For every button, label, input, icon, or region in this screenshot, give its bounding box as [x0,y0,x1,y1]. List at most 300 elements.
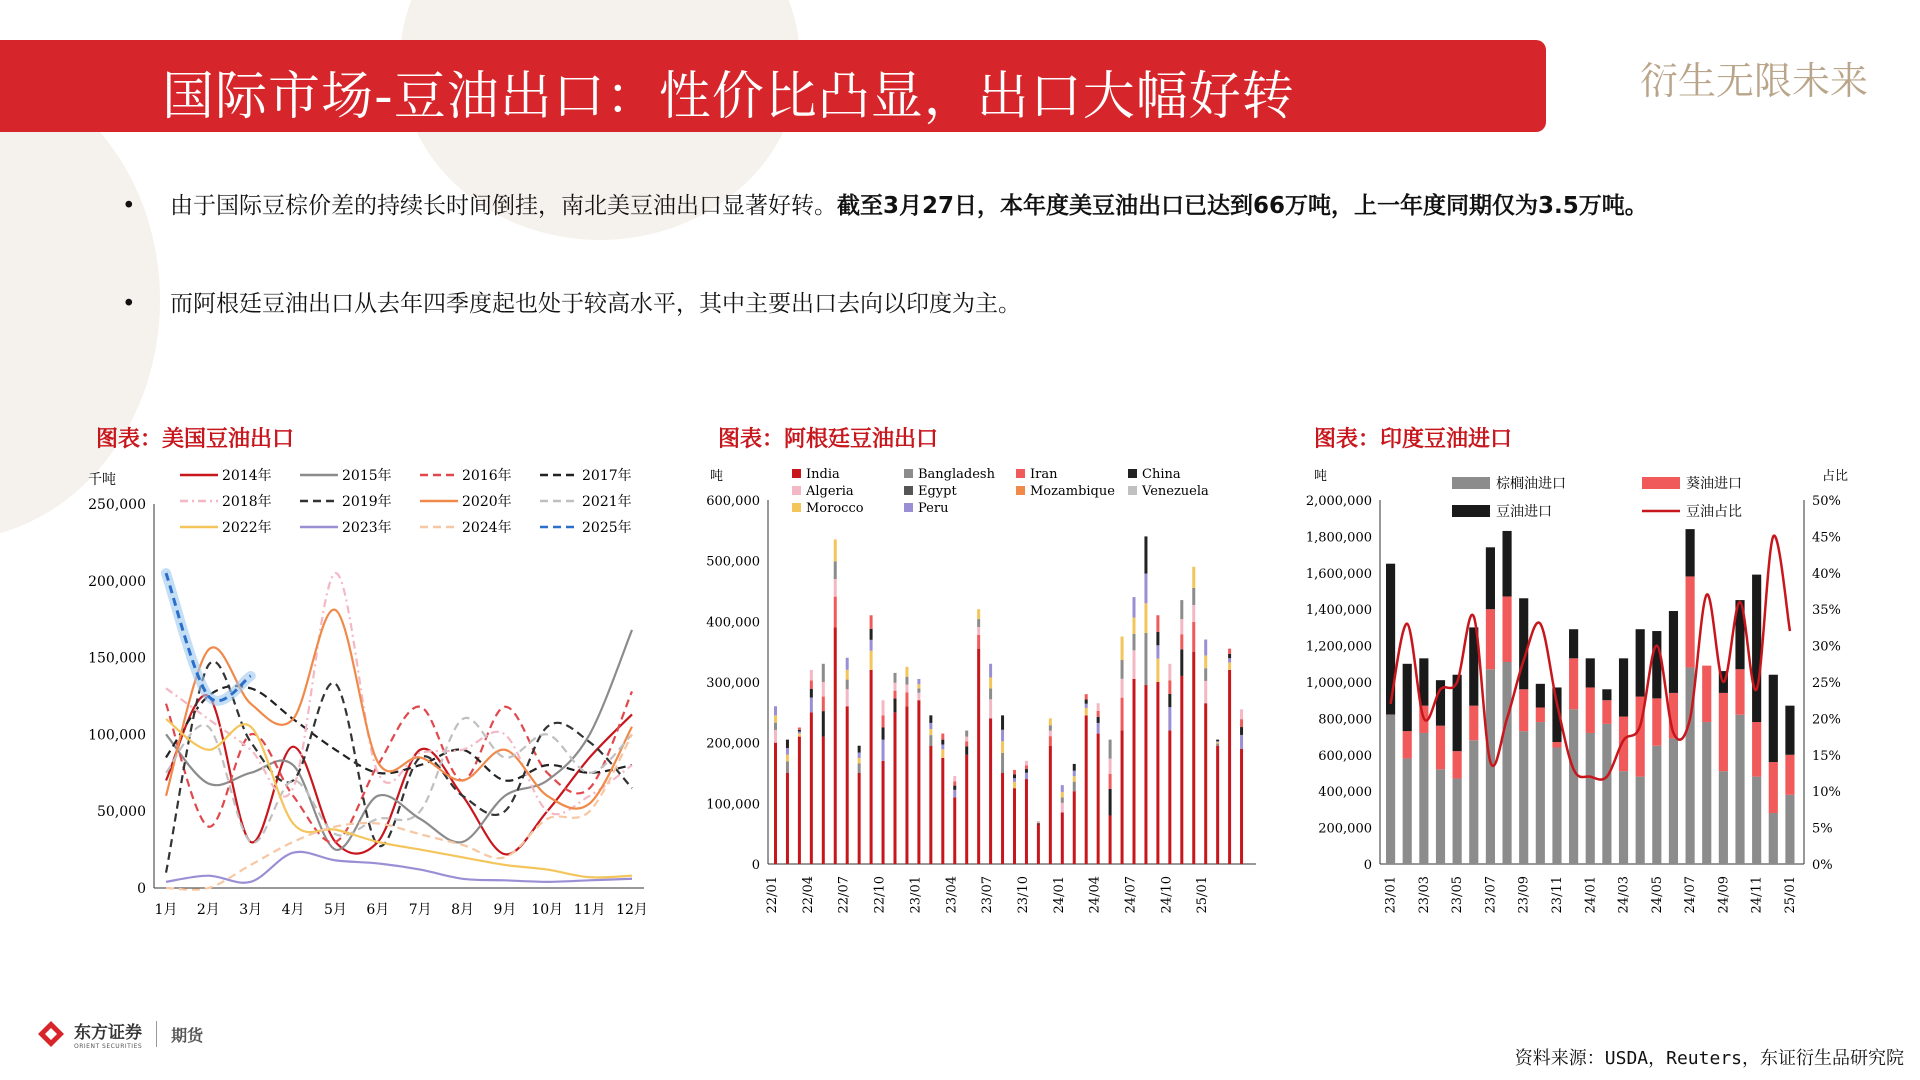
bar-segment-other [1109,740,1112,759]
bar-segment-other [1073,782,1076,792]
chart-india-soyoil-imports [1300,460,1860,930]
bar-segment-india [858,773,861,864]
bar-segment-other [882,728,885,740]
bullet-1-text: 由于国际豆棕价差的持续长时间倒挂，南北美豆油出口显著好转。 [170,193,837,219]
bar-segment-palm [1386,715,1395,864]
bar-segment-other [953,781,956,785]
bar-segment-india [1192,652,1195,864]
bar-segment-other [1025,773,1028,779]
x-tick-label: 4月 [281,902,305,918]
bar-segment-other [870,615,873,629]
bar-segment-other [1073,771,1076,776]
bar-segment-other [1156,632,1159,645]
bar-segment-other [798,728,801,730]
bar-segment-other [810,680,813,688]
logo-divider [156,1021,157,1047]
legend-label: Morocco [806,501,864,516]
bar-segment-other [774,730,777,743]
bar-segment-other [858,753,861,758]
bar-segment-india [1109,815,1112,864]
x-tick-label: 25/01 [1195,876,1211,914]
bullet-2 [122,284,1802,324]
chart-title-argentina: 图表：阿根廷豆油出口 [718,427,939,452]
bar-segment-other [870,629,873,640]
bar-segment-india [834,627,837,864]
x-tick-label: 22/04 [800,876,816,914]
y2-tick-label: 35% [1812,603,1841,619]
bar-segment-other [1001,730,1004,742]
bar-segment-other [1168,664,1171,681]
y-tick-label: 200,000 [1318,821,1372,837]
bar-segment-palm [1769,813,1778,864]
bar-segment-sunflower [1769,762,1778,813]
bar-segment-india [1073,791,1076,864]
y-axis-unit: 吨 [1314,469,1328,484]
x-tick-label: 24/07 [1123,876,1139,914]
bar-segment-other [1168,680,1171,693]
legend-label: 2021年 [582,494,632,510]
bar-segment-other [786,748,789,755]
bar-segment-other [894,699,897,713]
bar-segment-other [1049,725,1052,730]
legend-label: 2023年 [342,520,392,536]
bar-segment-other [941,740,944,745]
bar-segment-other [977,627,980,635]
bar-segment-other [1240,719,1243,727]
bar-segment-other [834,539,837,561]
bar-segment-other [1061,803,1064,813]
bar-segment-soy [1486,547,1495,609]
bar-segment-palm [1752,777,1761,864]
source-note: 资料来源：USDA，Reuters，东证衍生品研究院 [1514,1048,1904,1069]
bar-segment-other [989,677,992,688]
legend-label: Mozambique [1030,484,1115,499]
legend-label: 豆油进口 [1496,504,1552,520]
x-tick-label: 22/10 [872,876,888,914]
legend-swatch [1642,477,1680,489]
bar-segment-other [1144,633,1147,685]
bar-segment-other [786,761,789,773]
bar-segment-other [1061,792,1064,797]
legend-label: Iran [1030,467,1058,482]
x-tick-label: 7月 [408,902,432,918]
legend-label: 2014年 [222,468,272,484]
bar-segment-other [1133,597,1136,617]
bar-segment-other [905,692,908,706]
bar-segment-india [1168,731,1171,864]
bar-segment-other [989,664,992,678]
bar-segment-sunflower [1469,706,1478,741]
bar-segment-india [894,712,897,864]
bar-segment-other [810,689,813,697]
bar-segment-india [1144,685,1147,864]
bar-segment-other [953,786,956,790]
bar-segment-india [1240,749,1243,864]
bar-segment-india [977,649,980,864]
y-tick-label: 150,000 [88,650,146,667]
bar-segment-india [1013,788,1016,864]
bar-segment-other [882,740,885,761]
bar-segment-other [894,683,897,691]
series-highlight-2025 [166,573,251,701]
bar-segment-other [1180,600,1183,619]
logo-english: ORIENT SECURITIES [74,1043,143,1050]
x-tick-label: 2月 [196,902,220,918]
x-tick-label: 23/09 [1516,876,1532,914]
y2-tick-label: 15% [1812,748,1841,764]
y-tick-label: 300,000 [706,676,760,691]
bar-segment-other [1192,588,1195,605]
bar-segment-india [1121,731,1124,864]
bar-segment-india [1025,779,1028,864]
legend-label: 2025年 [582,520,632,536]
chart-title-us: 图表：美国豆油出口 [96,427,295,452]
bar-segment-india [1133,679,1136,864]
bar-segment-india [1001,773,1004,864]
legend-swatch [792,469,801,478]
y-tick-label: 0 [1363,858,1372,873]
bar-segment-soy [1785,706,1794,755]
bar-segment-other [1049,736,1052,746]
bar-segment-other [1037,822,1040,823]
bar-segment-india [1204,703,1207,864]
bar-segment-palm [1536,722,1545,864]
bar-segment-other [1228,658,1231,662]
chart-title-india: 图表：印度豆油进口 [1314,427,1513,452]
bar-segment-other [822,711,825,736]
bar-segment-other [1156,615,1159,632]
x-tick-label: 24/05 [1649,876,1665,914]
bar-segment-palm [1552,748,1561,864]
y-tick-label: 600,000 [706,494,760,509]
bar-segment-other [1133,650,1136,679]
y-tick-label: 1,000,000 [1305,676,1372,691]
y2-tick-label: 5% [1812,821,1833,837]
legend-label: Peru [918,501,949,516]
bar-segment-other [1180,619,1183,634]
x-tick-label: 8月 [451,902,475,918]
bar-segment-other [1156,659,1159,682]
bar-segment-india [870,670,873,864]
y-tick-label: 100,000 [706,797,760,813]
y-tick-label: 600,000 [1318,748,1372,764]
bar-segment-palm [1586,733,1595,864]
bar-segment-india [965,755,968,864]
y-tick-label: 800,000 [1318,712,1372,728]
bullet-dot: • [122,193,136,219]
bar-segment-other [965,731,968,737]
bar-segment-other [882,700,885,715]
bar-segment-other [929,715,932,723]
bar-segment-other [929,735,932,746]
x-tick-label: 24/07 [1683,876,1699,914]
x-tick-label: 25/01 [1782,876,1798,914]
bar-segment-soy [1769,675,1778,762]
bar-segment-other [1097,703,1100,711]
legend-swatch [1128,469,1137,478]
bar-segment-other [941,749,944,757]
y-tick-label: 1,800,000 [1305,530,1372,546]
legend-swatch [904,503,913,512]
bar-segment-soy [1686,529,1695,576]
bar-segment-other [822,697,825,712]
bar-segment-other [1061,785,1064,792]
series-line [166,852,632,883]
y-tick-label: 1,400,000 [1305,603,1372,619]
bar-segment-other [929,729,932,735]
legend-label: 2017年 [582,468,632,484]
bar-segment-soy [1569,629,1578,658]
bar-segment-soy [1652,631,1661,698]
y-tick-label: 400,000 [706,615,760,631]
bar-segment-other [1204,668,1207,681]
bar-segment-other [1001,741,1004,753]
legend-label: 2022年 [222,520,272,536]
bar-segment-other [1085,708,1088,715]
x-tick-label: 22/07 [836,876,852,914]
bar-segment-other [1180,649,1183,676]
legend-label: 2018年 [222,494,272,510]
legend-label: India [806,467,840,482]
bar-segment-other [929,723,932,729]
bar-segment-other [989,699,992,718]
bar-segment-soy [1403,664,1412,731]
bar-segment-other [774,723,777,730]
bar-segment-other [965,746,968,754]
bar-segment-soy [1519,598,1528,689]
legend-swatch [1016,486,1025,495]
x-tick-label: 23/11 [1549,876,1565,914]
bar-segment-other [1144,536,1147,573]
bar-segment-other [1133,634,1136,650]
y-tick-label: 0 [751,858,760,873]
x-tick-label: 23/01 [1383,876,1399,914]
bar-segment-other [977,619,980,627]
bar-segment-other [846,689,849,706]
bar-segment-sunflower [1602,700,1611,724]
bar-segment-other [1180,634,1183,649]
bar-segment-palm [1735,715,1744,864]
legend-label: 2016年 [462,468,512,484]
bar-segment-palm [1569,709,1578,864]
bar-segment-sunflower [1586,687,1595,733]
bar-segment-soy [1752,575,1761,722]
bar-segment-other [810,670,813,681]
x-tick-label: 24/01 [1583,876,1599,914]
bar-segment-other [977,609,980,619]
legend-label: Bangladesh [918,467,995,482]
bar-segment-other [1037,824,1040,825]
bar-segment-other [1228,654,1231,658]
bar-segment-other [870,651,873,670]
x-tick-label: 23/05 [1450,876,1466,914]
bar-segment-other [1121,698,1124,731]
bar-segment-other [858,758,861,763]
bar-segment-other [917,693,920,700]
bar-segment-india [905,706,908,864]
y-tick-label: 500,000 [706,554,760,570]
bar-segment-sunflower [1502,596,1511,662]
y2-tick-label: 45% [1812,530,1841,546]
bar-segment-other [905,677,908,685]
bar-segment-other [965,741,968,746]
bar-segment-other [846,658,849,670]
page-title: 国际市场-豆油出口：性价比凸显，出口大幅好转 [162,67,1295,127]
bar-segment-other [1228,649,1231,654]
bar-segment-other [1121,637,1124,661]
x-tick-label: 22/01 [765,876,780,914]
bar-segment-soy [1586,658,1595,687]
bar-segment-sunflower [1453,751,1462,778]
bar-segment-sunflower [1536,707,1545,722]
bullet-2-text: 而阿根廷豆油出口从去年四季度起也处于较高水平，其中主要出口去向以印度为主。 [170,291,1021,317]
bar-segment-other [1037,823,1040,824]
bar-segment-other [786,740,789,748]
x-tick-label: 24/10 [1159,876,1175,914]
bar-segment-other [870,640,873,651]
legend-swatch [1452,505,1490,517]
bar-segment-india [989,718,992,864]
chart-argentina-svg [700,460,1260,930]
x-tick-label: 11月 [573,902,606,918]
y2-tick-label: 50% [1812,494,1841,509]
bar-segment-other [941,734,944,740]
y-tick-label: 2,000,000 [1305,494,1372,509]
y-tick-label: 1,600,000 [1305,566,1372,582]
bar-segment-palm [1453,778,1462,864]
logo-division: 期货 [171,1025,204,1045]
bar-segment-sunflower [1552,742,1561,747]
legend-swatch [792,486,801,495]
x-tick-label: 24/04 [1087,876,1103,914]
y-tick-label: 400,000 [1318,785,1372,801]
bar-segment-palm [1419,733,1428,864]
bullet-1 [122,186,1802,226]
bar-segment-palm [1602,724,1611,864]
bar-segment-other [905,667,908,677]
bar-segment-other [834,597,837,628]
bullet-1-bold: 截至3月27日，本年度美豆油出口已达到66万吨，上一年度同期仅为3.5万吨。 [837,193,1648,219]
y-tick-label: 250,000 [88,497,146,513]
bar-segment-other [846,680,849,690]
x-tick-label: 23/07 [1483,876,1499,914]
bar-segment-other [1240,735,1243,749]
y-tick-label: 200,000 [706,736,760,752]
legend-label: Algeria [806,484,854,499]
chart-us-svg [80,460,662,930]
orient-logo-icon [36,1019,66,1049]
bar-segment-other [1240,709,1243,719]
bar-segment-other [894,691,897,699]
bar-segment-other [1216,742,1219,743]
y-tick-label: 100,000 [88,727,146,744]
x-tick-label: 24/09 [1716,876,1732,914]
bar-segment-soy [1602,689,1611,700]
bar-segment-palm [1403,758,1412,864]
bar-segment-sunflower [1752,722,1761,777]
bar-segment-other [1049,731,1052,736]
x-tick-label: 24/03 [1616,876,1632,914]
bar-segment-india [1097,734,1100,864]
bar-segment-sunflower [1735,669,1744,715]
legend-label: 2020年 [462,494,512,510]
bar-segment-other [798,730,801,732]
bar-segment-soy [1636,629,1645,696]
bar-segment-other [894,673,897,683]
bar-segment-other [989,688,992,699]
bar-segment-other [1168,694,1171,707]
bar-segment-other [1013,770,1016,775]
bar-segment-india [882,761,885,864]
bar-segment-other [822,664,825,682]
bar-segment-other [941,744,944,749]
legend-swatch [1016,469,1025,478]
bar-segment-other [917,684,920,688]
bar-segment-other [1073,776,1076,781]
bar-segment-other [1109,789,1112,816]
legend-swatch [904,469,913,478]
bar-segment-india [1228,670,1231,864]
bar-segment-other [1073,764,1076,771]
y-tick-label: 1,200,000 [1305,639,1372,655]
bar-segment-soy [1669,611,1678,693]
bar-segment-other [1228,662,1231,669]
bar-segment-other [1025,765,1028,769]
bar-segment-palm [1636,777,1645,864]
bar-segment-other [1085,704,1088,708]
legend-label: 2024年 [462,520,512,536]
bar-segment-other [1097,723,1100,734]
bar-segment-sunflower [1702,666,1711,722]
bar-segment-other [798,732,801,734]
bar-segment-india [798,737,801,864]
bar-segment-india [1085,715,1088,864]
bar-segment-other [774,706,777,715]
bullet-dot: • [122,291,136,317]
bar-segment-other [1037,822,1040,823]
y-axis-unit: 吨 [710,469,724,484]
x-tick-label: 5月 [323,902,347,918]
bar-segment-india [1216,746,1219,864]
x-tick-label: 23/03 [1416,876,1432,914]
x-tick-label: 9月 [493,902,517,918]
y2-tick-label: 20% [1812,712,1841,728]
y2-axis-unit: 占比 [1821,469,1848,484]
bar-segment-india [846,706,849,864]
bar-segment-india [786,773,789,864]
bar-segment-other [1109,759,1112,774]
bar-segment-other [1216,740,1219,742]
bar-segment-other [1168,707,1171,730]
bar-segment-palm [1785,795,1794,864]
x-tick-label: 24/11 [1749,876,1765,914]
bar-segment-other [1121,660,1124,679]
y-axis-unit: 千吨 [88,472,116,488]
bar-segment-other [1001,753,1004,773]
legend-label: China [1142,467,1181,482]
legend-label: Venezuela [1142,484,1209,499]
legend-swatch [792,503,801,512]
chart-argentina-soyoil-exports [700,460,1260,930]
bar-segment-other [810,697,813,712]
x-tick-label: 23/10 [1015,876,1031,914]
bar-segment-palm [1652,746,1661,864]
bar-segment-other [1013,775,1016,779]
x-tick-label: 23/01 [908,876,924,914]
bar-segment-other [798,733,801,736]
bar-segment-sunflower [1436,726,1445,770]
bar-segment-other [1204,640,1207,656]
